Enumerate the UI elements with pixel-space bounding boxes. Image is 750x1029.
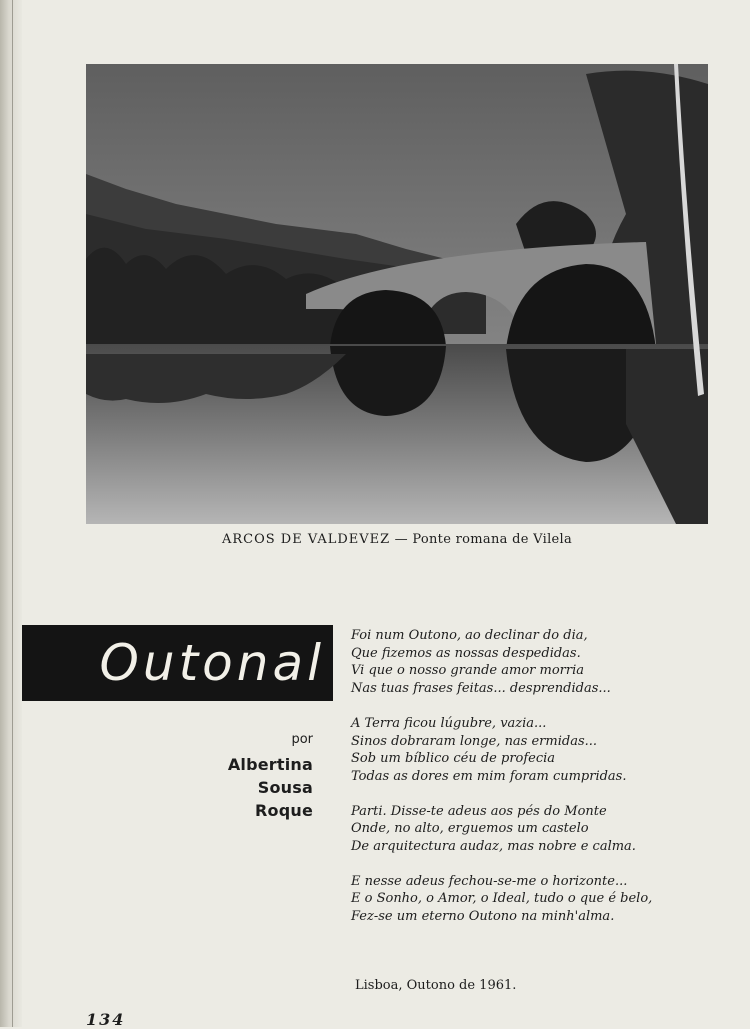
author-name-last: Roque <box>254 801 313 820</box>
verse-line: Sob um bíblico céu de profecia <box>351 751 556 767</box>
verse-line: Fez-se um eterno Outono na minh'alma. <box>351 909 615 925</box>
verse-line: Todas as dores em mim foram cumpridas. <box>351 768 627 784</box>
verse-line: A Terra ficou lúgubre, vazia... <box>351 715 547 731</box>
verse-line: Sinos dobraram longe, nas ermidas... <box>351 733 598 749</box>
verse-line: Onde, no alto, erguemos um castelo <box>351 821 589 837</box>
verse-line: Foi num Outono, ao declinar do dia, <box>351 628 588 643</box>
poem-title-block <box>22 625 333 701</box>
author-byline <box>200 728 313 822</box>
page-binding-edge <box>0 0 22 1027</box>
stanza-2 <box>351 715 721 786</box>
verse-line: E nesse adeus fechou-se-me o horizonte... <box>351 873 628 889</box>
verse-line: E o Sonho, o Amor, o Ideal, tudo o que é belo, <box>351 891 653 907</box>
stanza-4 <box>351 873 721 926</box>
verse-line: Que fizemos as nossas despedidas. <box>351 645 581 661</box>
by-label: por <box>291 732 313 747</box>
caption-separator: — <box>390 532 413 547</box>
verse-line: Vi que o nosso grande amor morria <box>351 663 584 679</box>
caption-text: Ponte romana de Vilela <box>412 532 573 547</box>
verse-line: Nas tuas frases feitas... desprendidas... <box>351 681 611 697</box>
verse-line: De arquitectura audaz, mas nobre e calma. <box>351 839 636 855</box>
stanza-3 <box>351 803 721 856</box>
author-name-middle: Sousa <box>257 778 313 797</box>
bridge-photo-icon <box>86 64 708 524</box>
stanza-1 <box>351 627 721 698</box>
poem-title: Outonal <box>99 634 325 692</box>
poem-body <box>351 627 721 943</box>
photo-caption <box>86 532 708 547</box>
bridge-photo <box>86 64 708 524</box>
verse-line: Parti. Disse-te adeus aos pés do Monte <box>351 803 607 819</box>
poem-signature: Lisboa, Outono de 1961. <box>355 978 517 993</box>
author-name-first: Albertina <box>227 755 313 774</box>
page-number: 134 <box>86 1010 126 1029</box>
caption-place: ARCOS DE VALDEVEZ <box>221 532 391 547</box>
